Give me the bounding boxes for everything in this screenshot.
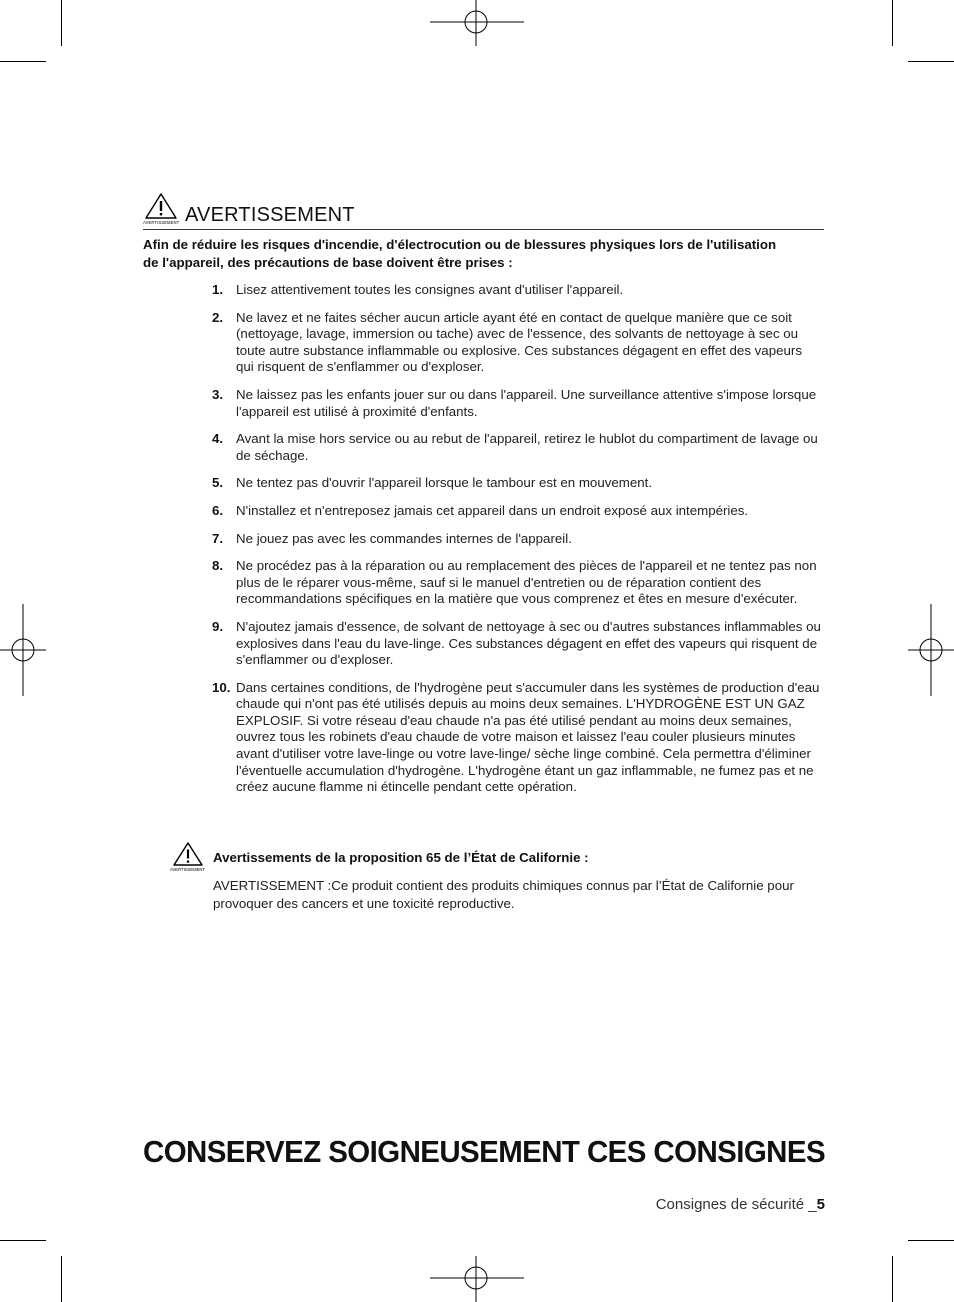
item-number: 4. — [212, 431, 224, 447]
item-text: Ne procédez pas à la réparation ou au remplacement des pièces de l'appareil et ne tentez pas non plus de le réparer vous-même, sauf si le manuel d'entretien ou de réparation contient des recommandations spécifiques en la matière que vous comprenez et êtes en mesure d'exécuter. — [236, 558, 817, 607]
list-item — [212, 619, 822, 669]
item-number: 3. — [212, 386, 224, 402]
item-number: 7. — [212, 530, 224, 546]
registration-mark-icon — [430, 0, 524, 46]
list-item — [212, 282, 822, 299]
crop-mark — [892, 0, 893, 46]
item-text: Ne laissez pas les enfants jouer sur ou dans l'appareil. Une surveillance attentive s'impose lorsque l'appareil est utilisé à proximité d'enfants. — [236, 386, 817, 419]
list-item — [212, 680, 822, 796]
item-number: 6. — [212, 502, 224, 518]
crop-mark — [61, 1256, 62, 1302]
item-number: 9. — [212, 618, 224, 634]
item-text: Ne tentez pas d'ouvrir l'appareil lorsque le tambour est en mouvement. — [236, 475, 653, 491]
page-number: 5 — [816, 1196, 825, 1213]
list-item — [212, 387, 822, 420]
registration-mark-icon — [0, 604, 46, 696]
item-text: Avant la mise hors service ou au rebut de l'appareil, retirez le hublot du compartiment de lavage ou de séchage. — [236, 431, 818, 463]
item-text: N'ajoutez jamais d'essence, de solvant de nettoyage à sec ou d'autres substances inflammables ou explosives dans l'eau du lave-linge. Ces substances dégagent en effet des vapeurs qui risquent de s'enflammer ou d'exploser. — [236, 618, 821, 668]
warning-triangle-icon — [143, 193, 183, 229]
warning-icon-caption: AVERTISSEMENT — [143, 220, 180, 225]
page-heading: CONSERVEZ SOIGNEUSEMENT CES CONSIGNES — [143, 1134, 826, 1169]
list-item — [212, 503, 822, 520]
list-item — [212, 475, 822, 492]
item-text: Dans certaines conditions, de l'hydrogène peut s'accumuler dans les systèmes de production d'eau chaude qui n'ont pas été utilisés depuis au moins deux semaines. L'HYDROGÈNE EST UN GAZ EXPLOSIF. Si votre réseau d'eau chaude n'a pas été utilisé pendant au moins deux semaines, ouvrez tous les robinets d'eau chaude de votre maison et laissez l'eau couler plusieurs minutes avant d'utiliser votre lave-linge ou votre lave-linge/ sèche linge combiné. Cela permettra d'éliminer l'éventuelle accumulation d'hydrogène. L'hydrogène étant un gaz inflammable, ne fumez pas et ne créez aucune flamme ni étincelle pendant cette opération. — [236, 679, 820, 795]
warning-icon-caption: AVERTISSEMENT — [170, 867, 205, 872]
crop-mark — [908, 1240, 954, 1241]
warning-header — [143, 193, 824, 230]
item-number: 1. — [212, 282, 224, 297]
warning-title: AVERTISSEMENT — [185, 204, 355, 226]
footer-section-label: Consignes de sécurité _ — [655, 1196, 817, 1213]
registration-mark-icon — [908, 604, 954, 696]
item-text: Ne lavez et ne faites sécher aucun article ayant été en contact de quelque manière que ce soit (nettoyage, lavage, immersion ou tache) avec de l'essence, des solvants de nettoyage à sec ou toute autre substance inflammable ou explosive. Ces substances dégagent en effet des vapeurs qui risquent de s'enflammer ou d'exploser. — [236, 309, 802, 375]
item-text: Ne jouez pas avec les commandes internes de l'appareil. — [236, 530, 572, 546]
list-item — [212, 558, 822, 608]
list-item — [212, 310, 822, 376]
list-item — [212, 531, 822, 548]
item-number: 5. — [212, 475, 224, 491]
registration-mark-icon — [430, 1256, 524, 1302]
crop-mark — [0, 1240, 46, 1241]
item-number: 10. — [212, 679, 231, 695]
warning-triangle-icon — [170, 842, 210, 874]
safety-instructions-list — [212, 282, 822, 807]
page-footer — [656, 1196, 825, 1213]
crop-mark — [61, 0, 62, 46]
warning-intro: Afin de réduire les risques d'incendie, d'électrocution ou de blessures physiques lors de l'utilisation de l'appareil, des précautions de base doivent être prises : — [143, 237, 777, 270]
list-item — [212, 431, 822, 464]
crop-mark — [908, 61, 954, 62]
prop65-title: Avertissements de la proposition 65 de l’État de Californie : — [213, 850, 589, 865]
prop65-text: AVERTISSEMENT :Ce produit contient des produits chimiques connus par l’État de Californie pour provoquer des cancers et une toxicité reproductive. — [213, 878, 794, 911]
item-number: 2. — [212, 309, 224, 325]
item-number: 8. — [212, 558, 224, 574]
crop-mark — [892, 1256, 893, 1302]
item-text: N'installez et n'entreposez jamais cet appareil dans un endroit exposé aux intempéries. — [236, 502, 749, 518]
crop-mark — [0, 61, 46, 62]
item-text: Lisez attentivement toutes les consignes avant d'utiliser l'appareil. — [236, 282, 624, 297]
